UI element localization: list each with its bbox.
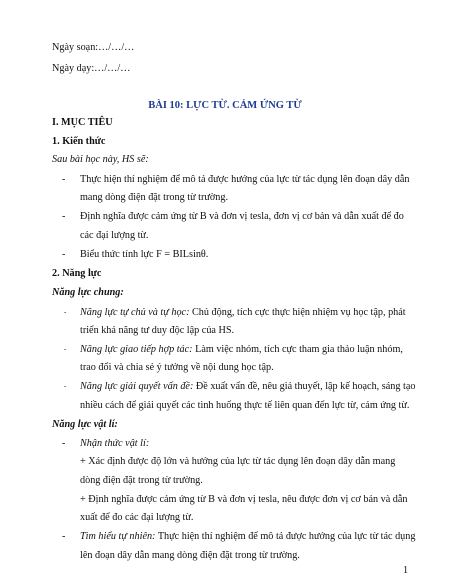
list-item: Định nghĩa được cảm ứng từ B và đơn vị tesla, đơn vị cơ bản và dẫn xuất để đo [80, 211, 404, 222]
list-item-label: Nhận thức vật lí: [80, 438, 150, 449]
item-text: Làm việc nhóm, tích cực tham gia thảo luận nhóm, [192, 344, 403, 355]
knowledge-intro: Sau bài học này, HS sẽ: [52, 154, 149, 165]
physics-competencies-heading: Năng lực vật lí: [52, 419, 118, 430]
item-label: Năng lực giao tiếp hợp tác: [80, 344, 193, 355]
lesson-title: BÀI 10: LỰC TỪ. CẢM ỨNG TỪ [148, 100, 302, 111]
list-bullet: - [64, 345, 67, 353]
list-item [80, 530, 415, 543]
sub-item: + Xác định được độ lớn và hướng của lực từ tác dụng lên đoạn dây dẫn mang [80, 456, 396, 467]
list-item [80, 343, 403, 356]
list-bullet: - [62, 249, 66, 260]
list-item: Biểu thức tính lực F = BILsinθ. [80, 249, 209, 260]
list-bullet: - [62, 174, 66, 185]
item-text: Thực hiện thí nghiệm để mô tả được hướng của lực từ tác dụng [155, 531, 416, 542]
list-bullet: - [62, 438, 66, 449]
list-item-continuation: triển khả năng tư duy độc lập của HS. [80, 325, 235, 336]
item-label: Tìm hiểu tự nhiên: [80, 531, 156, 542]
list-item [80, 306, 406, 319]
sub-item: + Định nghĩa được cảm ứng từ B và đơn vị tesla, nêu được đơn vị cơ bản và dẫn [80, 494, 408, 505]
subheading-competencies: 2. Năng lực [52, 268, 102, 279]
sub-item-continuation: dòng điện đặt trong từ trường. [80, 475, 203, 486]
list-item-continuation: nhiều cách để giải quyết các tình huống thực tế liên quan đến lực từ, cảm ứng từ. [80, 400, 410, 411]
list-bullet: - [64, 308, 67, 316]
subheading-knowledge: 1. Kiến thức [52, 136, 106, 147]
list-item [80, 380, 415, 393]
list-bullet: - [62, 211, 66, 222]
list-bullet: - [62, 531, 66, 542]
item-text: Chủ động, tích cực thực hiện nhiệm vụ học tập, phát [189, 307, 406, 318]
list-item-continuation: mang dòng điện đặt trong từ trường. [80, 192, 228, 203]
list-bullet: - [64, 382, 67, 390]
list-item: Thực hiện thí nghiệm để mô tả được hướng của lực từ tác dụng lên đoạn dây dẫn [80, 174, 410, 185]
list-item-continuation: lên đoạn dây dẫn mang dòng điện đặt trong từ trường. [80, 550, 300, 561]
date-prepared: Ngày soạn:…/…/… [52, 42, 135, 53]
general-competencies-heading: Năng lực chung: [52, 287, 124, 298]
item-label: Năng lực tự chủ và tự học: [80, 307, 190, 318]
item-text: Đề xuất vấn đề, nêu giả thuyết, lập kế hoạch, sáng tạo [193, 381, 416, 392]
section-heading-objectives: I. MỤC TIÊU [52, 117, 113, 128]
list-item-continuation: các đại lượng từ. [80, 230, 149, 241]
date-taught: Ngày dạy:…/…/… [52, 63, 131, 74]
list-item-continuation: trao đổi và chia sẻ ý tưởng về nội dung học tập. [80, 362, 274, 373]
item-label: Năng lực giải quyết vấn đề: [80, 381, 194, 392]
sub-item-continuation: xuất để đo các đại lượng từ. [80, 512, 194, 523]
page-number: 1 [403, 565, 409, 576]
